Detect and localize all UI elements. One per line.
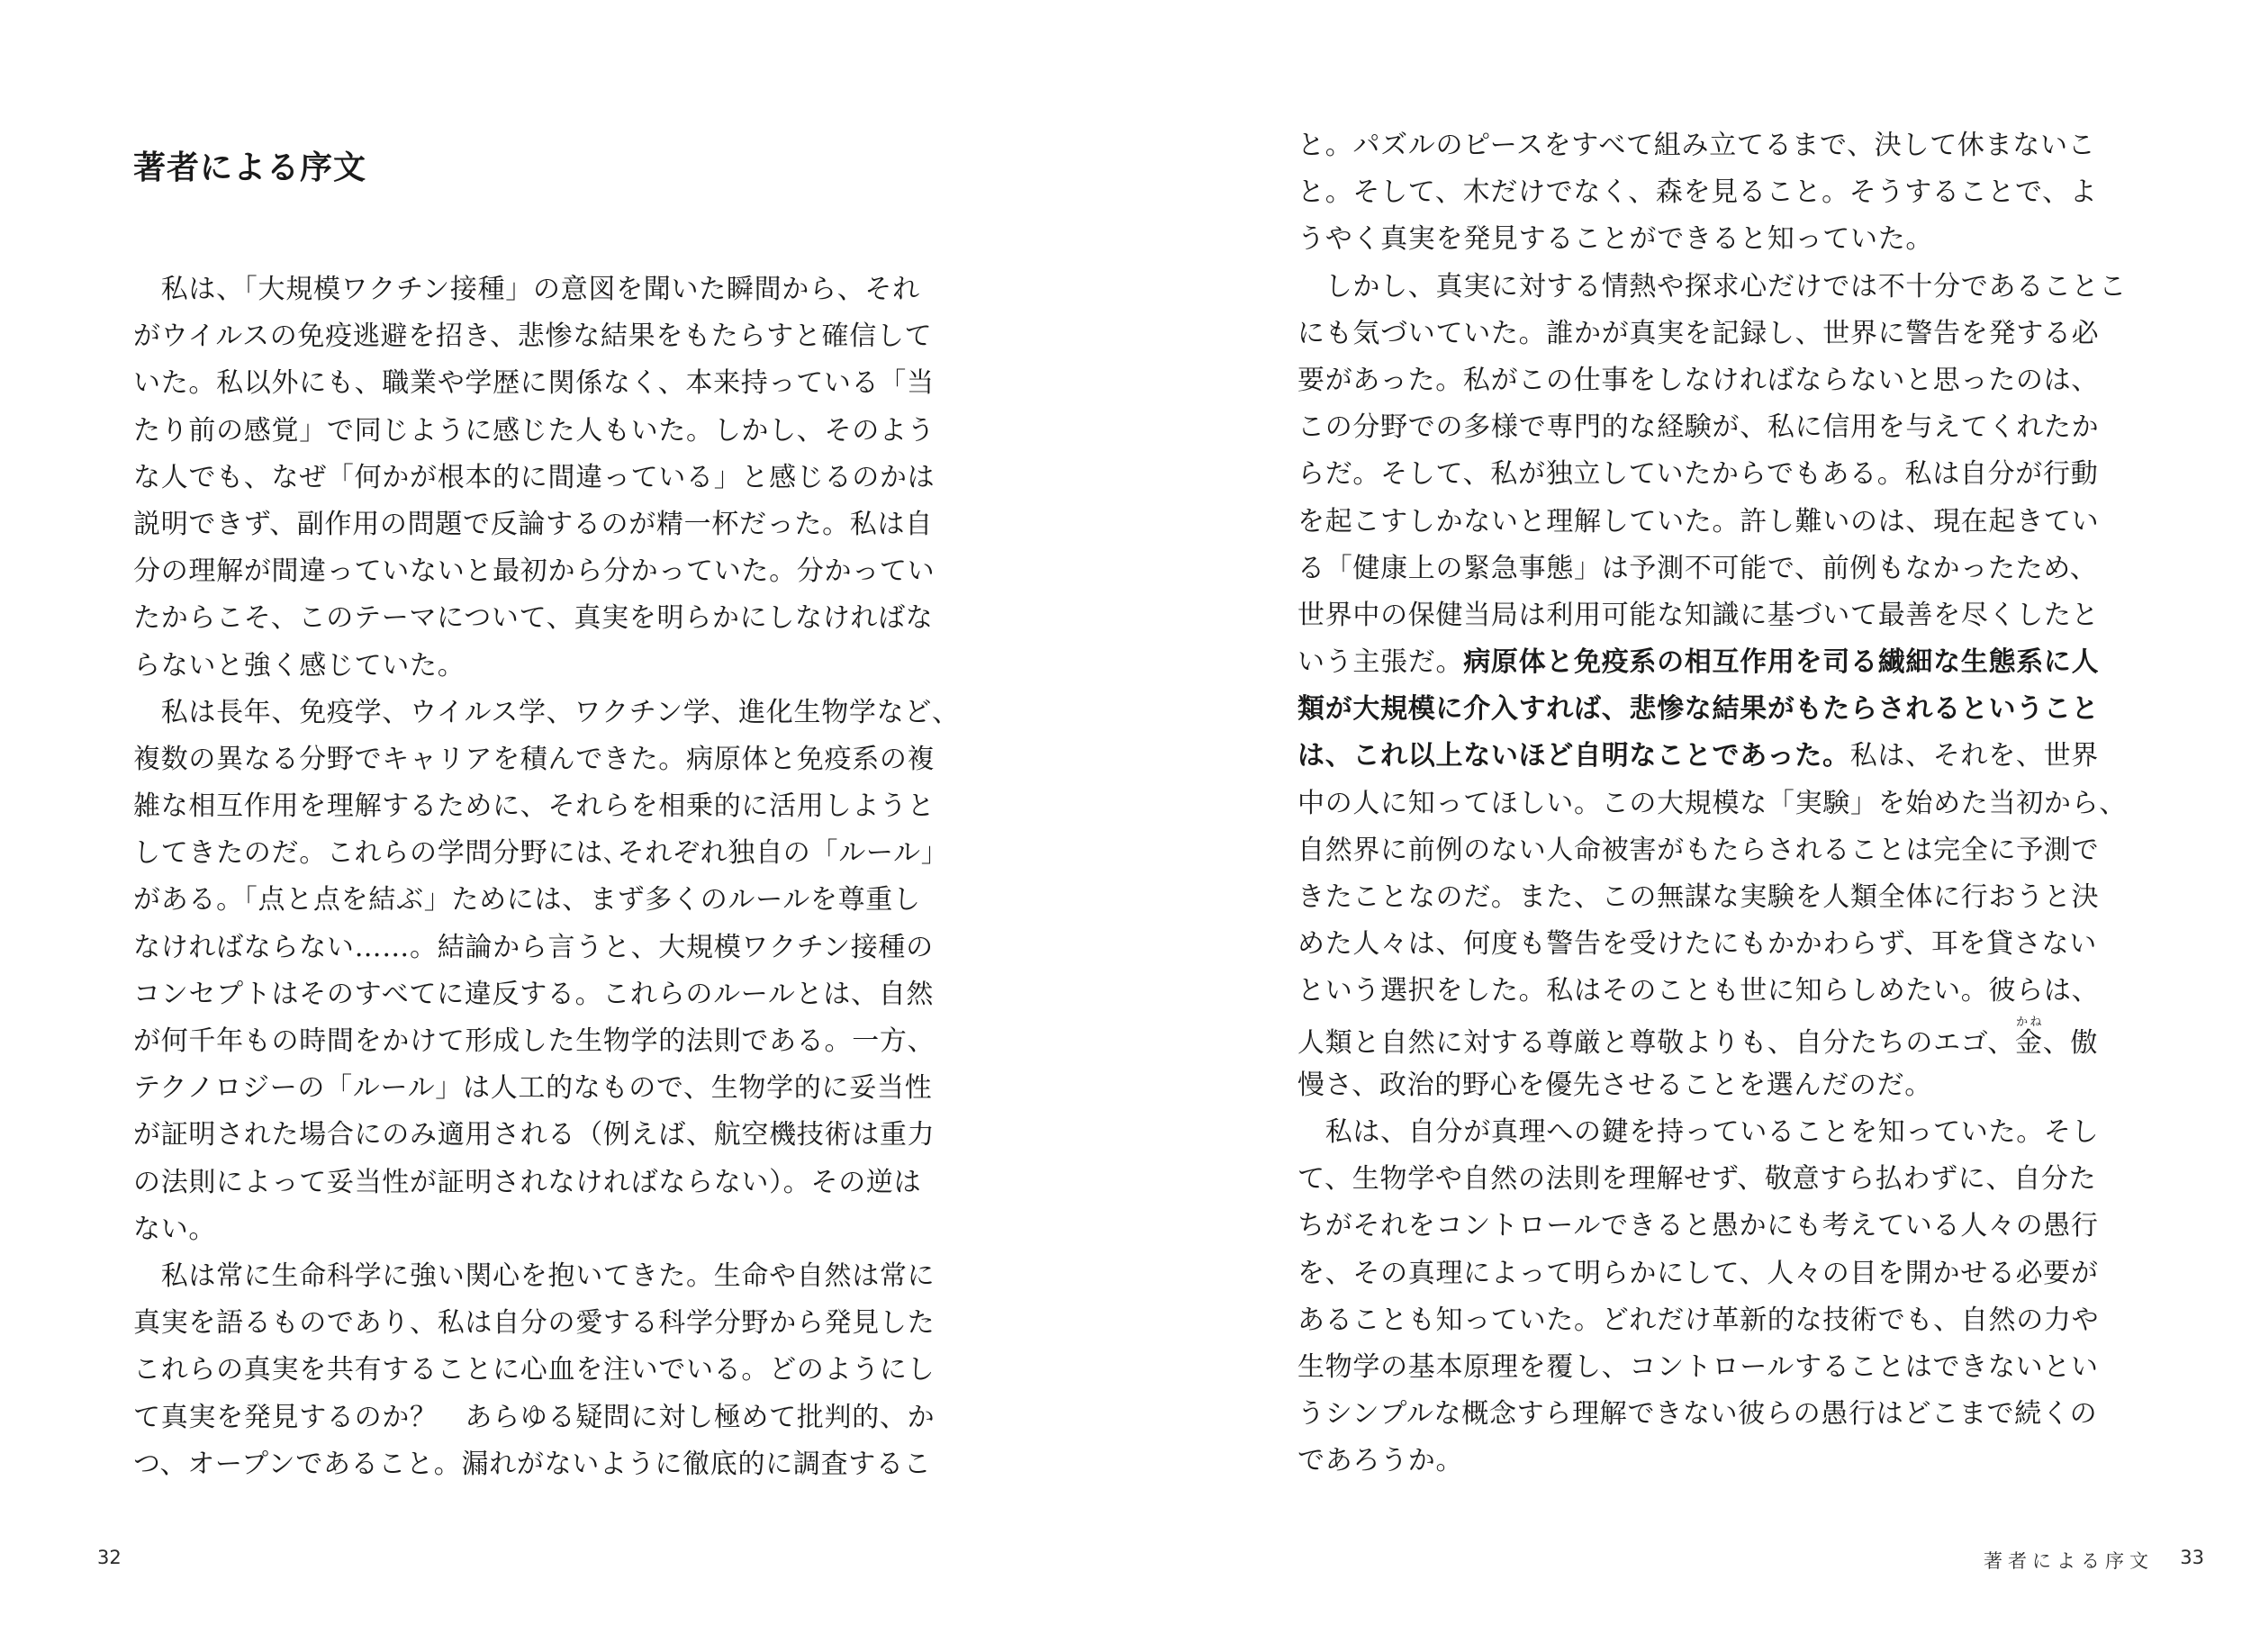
text-line: 説明できず、副作用の問題で反論するのが精一杯だった。私は自 [133, 508, 933, 540]
page-number-left: 32 [97, 1547, 122, 1568]
text-line: の法則によって妥当性が証明されなければならない）。その逆は [133, 1166, 922, 1198]
text-line: たり前の感覚」で同じように感じた人もいた。しかし、そのよう [133, 414, 936, 447]
text-line [1297, 404, 2127, 451]
text-line [1297, 1344, 2127, 1391]
text-run: うシンプルな概念すら理解できない彼らの愚行はどこまで続くの [1297, 1398, 2098, 1431]
text-line [1297, 1297, 2127, 1344]
text-line: がウイルスの免疫逃避を招き、悲惨な結果をもたらすと確信して [133, 320, 933, 353]
text-run: を、その真理によって明らかにして、人々の目を開かせる必要が [1297, 1257, 2099, 1289]
text-line [1297, 122, 2127, 169]
text-line: 雑な相互作用を理解するために、それらを相乗的に活用しようと [133, 790, 936, 823]
text-run: あることも知っていた。どれだけ革新的な技術でも、自然の力や [1297, 1304, 2100, 1336]
text-line: テクノロジーの「ルール」は人工的なもので、生物学的に妥当性 [133, 1072, 933, 1105]
text-line [1297, 592, 2127, 639]
text-line [1297, 357, 2127, 404]
text-line [1297, 264, 2127, 311]
text-run: る「健康上の緊急事態」は予測不可能で、前例もなかったため、 [1297, 552, 2098, 584]
text-line [1297, 733, 2127, 780]
text-run: と。そして、木だけでなく、森を見ること。そうすることで、よ [1297, 176, 2098, 209]
text-line [1297, 639, 2127, 686]
text-line: 私は長年、免疫学、ウイルス学、ワクチン学、進化生物学など、 [133, 696, 960, 728]
running-head: 著者による序文 [1984, 1550, 2154, 1572]
text-run: 世界中の保健当局は利用可能な知識に基づいて最善を尽くしたと [1297, 599, 2100, 631]
text-run: にも気づいていた。誰かが真実を記録し、世界に警告を発する必 [1297, 317, 2100, 349]
text-line: してきたのだ。これらの学問分野には､それぞれ独自の「ルール」 [133, 837, 949, 870]
text-run: て、生物学や自然の法則を理解せず、敬意すら払わずに、自分た [1297, 1163, 2097, 1196]
text-run: 私は、それを、世界 [1849, 740, 2100, 772]
text-run: 人類と自然に対する尊厳と尊敬よりも、自分たちのエゴ、 [1297, 1026, 2015, 1059]
text-run: 慢さ、政治的野心を優先させることを選んだのだ。 [1297, 1069, 1932, 1101]
text-run: めた人々は、何度も警告を受けたにもかかわらず、耳を貸さない [1297, 928, 2097, 961]
text-line: 真実を語るものであり、私は自分の愛する科学分野から発見した [133, 1307, 936, 1340]
text-run: しかし、真実に対する情熱や探求心だけでは不十分であることこ [1297, 270, 2127, 302]
text-line: らないと強く感じていた。 [133, 649, 466, 682]
text-line: 私は常に生命科学に強い関心を抱いてきた。生命や自然は常に [133, 1259, 936, 1292]
text-run: と。パズルのピースをすべて組み立てるまで、決して休まないこ [1297, 130, 2096, 161]
text-line [1297, 1109, 2127, 1156]
text-line: なければならない……。結論から言うと、大規模ワクチン接種の [133, 931, 934, 963]
text-line [1297, 781, 2127, 827]
text-line [1297, 1391, 2127, 1438]
text-run: いう主張だ。 [1297, 646, 1464, 679]
text-line: が何千年もの時間をかけて形成した生物学的法則である。一方、 [133, 1025, 936, 1057]
text-line [1297, 546, 2127, 592]
text-line [1297, 216, 2127, 263]
bold-emphasis: 病原体と免疫系の相互作用を司る繊細な生態系に人 [1463, 646, 2100, 679]
text-line: いた。私以外にも、職業や学歴に関係なく、本来持っている「当 [133, 367, 935, 400]
text-run: 自然界に前例のない人命被害がもたらされることは完全に予測で [1297, 834, 2100, 866]
text-run: らだ。そして、私が独立していたからでもある。私は自分が行動 [1297, 458, 2099, 491]
right-body-text [1297, 122, 2127, 1485]
text-line [1297, 686, 2127, 733]
text-run: 、傲 [2042, 1026, 2099, 1059]
text-line: これらの真実を共有することに心血を注いでいる。どのようにし [133, 1354, 936, 1386]
ruby-base: 金 [2015, 1026, 2043, 1059]
text-line [1297, 1203, 2127, 1250]
text-line [1297, 451, 2127, 498]
text-line [1297, 1016, 2127, 1062]
text-line [1297, 921, 2127, 968]
text-line [1297, 499, 2127, 546]
text-line [1297, 874, 2127, 921]
text-line: て真実を発見するのか？ あらゆる疑問に対し極めて批判的、か [133, 1401, 936, 1433]
text-run: うやく真実を発見することができると知っていた。 [1297, 223, 1934, 256]
text-line [1297, 1062, 2127, 1109]
page-number-right: 33 [2180, 1547, 2204, 1568]
text-run: 生物学の基本原理を覆し、コントロールすることはできないとい [1297, 1350, 2099, 1383]
text-line [1297, 1250, 2127, 1297]
text-run: 要があった。私がこの仕事をしなければならないと思ったのは、 [1297, 364, 2099, 396]
text-line: がある。「点と点を結ぶ」ためには、まず多くのルールを尊重し [133, 884, 921, 916]
text-line: コンセプトはそのすべてに違反する。これらのルールとは、自然 [133, 978, 935, 1010]
chapter-title: 著者による序文 [133, 149, 367, 186]
text-run: 私は、自分が真理への鍵を持っていることを知っていた。そし [1297, 1115, 2100, 1148]
right-page [1126, 0, 2251, 1652]
text-line [1297, 311, 2127, 357]
left-body-text [133, 266, 960, 1488]
bold-emphasis: 類が大規模に介入すれば、悲惨な結果がもたらされるということ [1297, 693, 2100, 726]
ruby-text: かね [2015, 1015, 2043, 1029]
text-run: 中の人に知ってほしい。この大規模な「実験」を始めた当初から、 [1297, 787, 2127, 819]
text-line [1297, 968, 2127, 1015]
text-run: この分野での多様で専門的な経験が、私に信用を与えてくれたか [1297, 411, 2100, 444]
text-line: 分の理解が間違っていないと最初から分かっていた。分かってい [133, 555, 936, 588]
ruby-annotation [2015, 1015, 2043, 1059]
text-line: ない。 [133, 1213, 217, 1245]
text-run: きたことなのだ。また、この無謀な実験を人類全体に行おうと決 [1297, 881, 2100, 913]
text-line: 私は、「大規模ワクチン接種」の意図を聞いた瞬間から、それ [133, 274, 920, 305]
text-run: という選択をした。私はそのことも世に知らしめたい。彼らは、 [1297, 975, 2100, 1007]
text-run: を起こすしかないと理解していた。許し難いのは、現在起きてい [1297, 505, 2100, 537]
text-line [1297, 1438, 2127, 1485]
bold-emphasis: は、これ以上ないほど自明なことであった。 [1297, 740, 1850, 772]
text-run: であろうか。 [1297, 1445, 1464, 1477]
text-line [1297, 1156, 2127, 1203]
text-line: たからこそ、このテーマについて、真実を明らかにしなければな [133, 602, 934, 635]
text-run: ちがそれをコントロールできると愚かにも考えている人々の愚行 [1297, 1210, 2099, 1242]
text-line: 複数の異なる分野でキャリアを積んできた。病原体と免疫系の複 [133, 743, 936, 775]
text-line [1297, 169, 2127, 216]
text-line [1297, 827, 2127, 874]
text-line: が証明された場合にのみ適用される（例えば、航空機技術は重力 [133, 1119, 936, 1151]
text-line: な人でも、なぜ「何かが根本的に間違っている」と感じるのかは [133, 461, 936, 493]
text-line: つ、オープンであること。漏れがないように徹底的に調査するこ [133, 1448, 932, 1480]
